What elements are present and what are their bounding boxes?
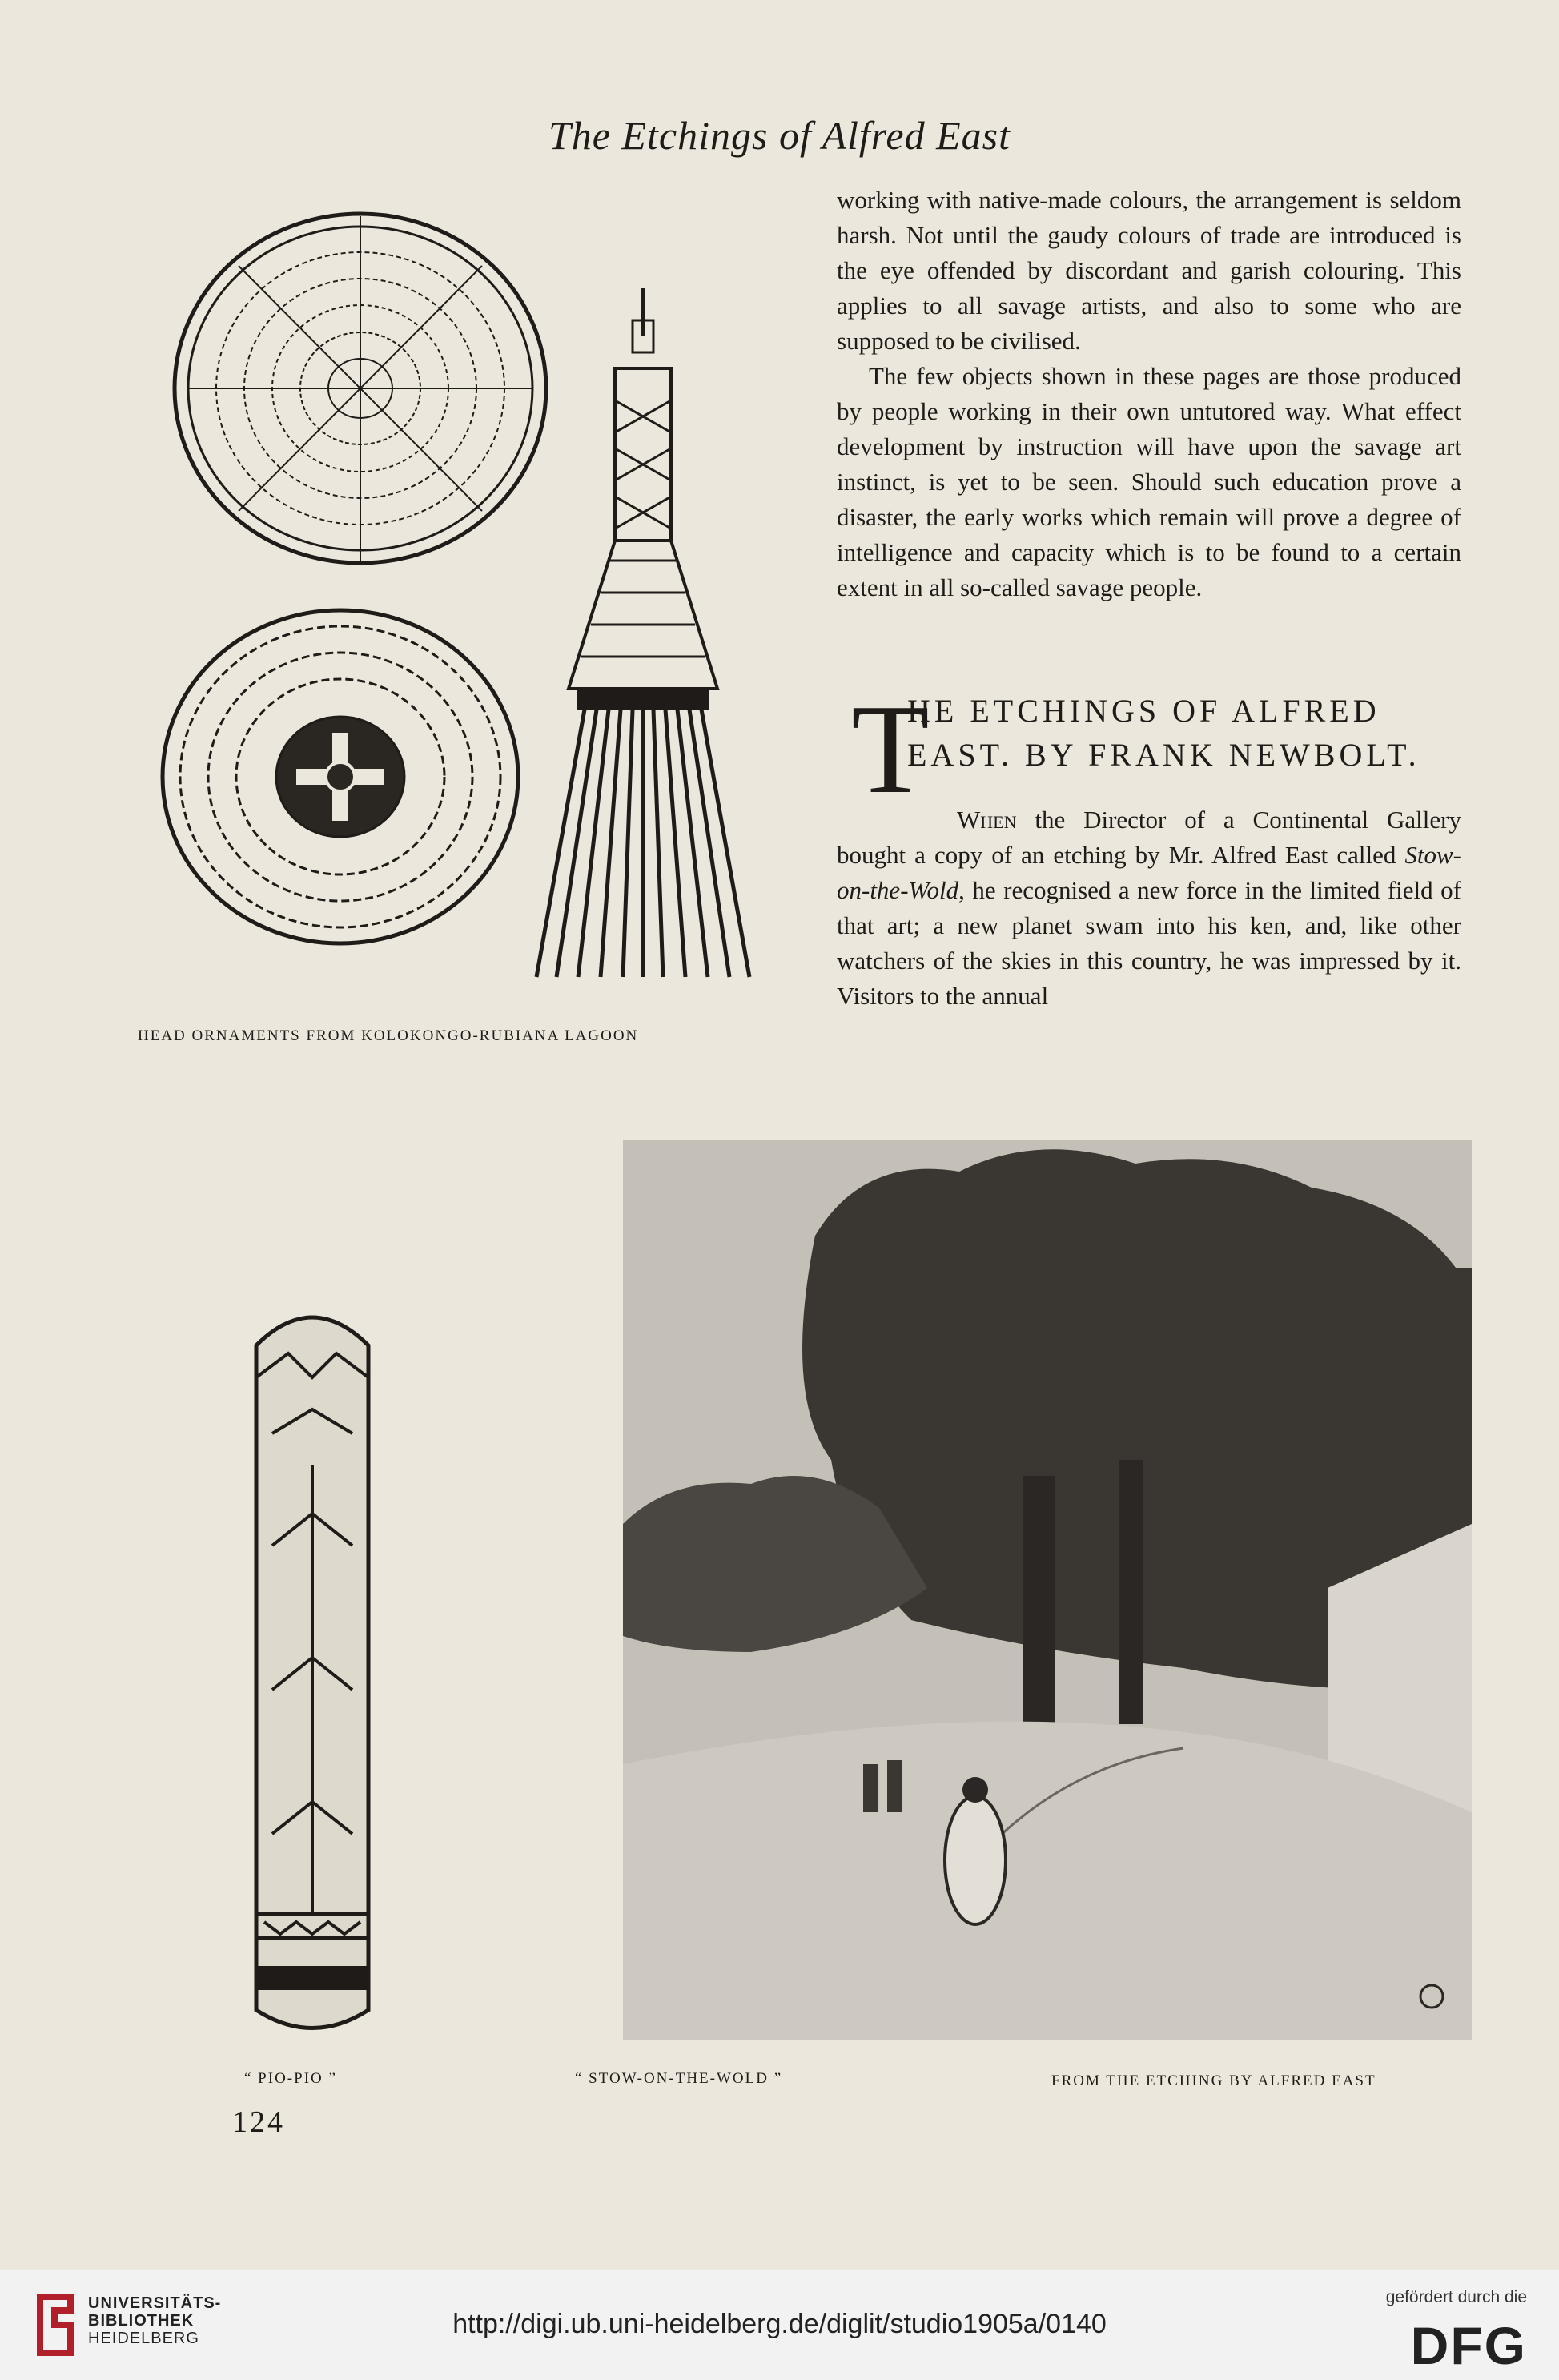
woven-disc-ornament-bottom <box>156 605 524 957</box>
source-url-link[interactable]: http://digi.ub.uni-heidelberg.de/diglit/studio1905a/0140 <box>452 2309 1107 2339</box>
footer-bar <box>0 2270 1559 2380</box>
page-number: 124 <box>232 2105 285 2139</box>
library-line-1: UNIVERSITÄTS- <box>88 2294 222 2312</box>
caption-head-ornaments: HEAD ORNAMENTS FROM KOLOKONGO-RUBIANA LAGOON <box>138 1027 639 1044</box>
intro-paragraph-1: working with native-made colours, the arrangement is seldom harsh. Not until the gaudy colours of trade are introduced is the eye offended by discordant and garish colouring. This applies to all savage artists, and also to some who are supposed to be civilised. <box>837 186 1461 355</box>
etching-image <box>623 1140 1472 2040</box>
body-part-1: the Director of a Continental Gallery bought a copy of an etching by Mr. Alfred East called <box>837 806 1461 869</box>
fringed-head-ornament <box>520 288 761 985</box>
funded-by-label: gefördert durch die <box>1385 2288 1527 2306</box>
intro-paragraph-2: The few objects shown in these pages are those produced by people working in their own untutored way. What effect development by instruction will have upon the savage art instinct, is yet to be seen. Should such education prove a disaster, the early works which remain will prove a degree of intelligence and capacity which is to be found to a certain extent in all so-called savage people. <box>837 362 1461 601</box>
article-body <box>837 802 1461 1014</box>
lead-word: When <box>957 806 1017 834</box>
body-part-2: , he recognised a new force in the limited field of that art; a new planet swam into his ken, and, like other watchers of the skies in this country, he was impressed by it. Visitors to the annual <box>837 876 1461 1010</box>
woven-disc-ornament-top <box>168 200 561 585</box>
dfg-logo: DFG <box>1410 2316 1527 2375</box>
article-paragraph <box>837 802 1461 1014</box>
running-head: The Etchings of Alfred East <box>548 113 1011 158</box>
caption-credit: FROM THE ETCHING BY ALFRED EAST <box>1051 2072 1376 2089</box>
intro-text <box>837 183 1461 605</box>
caption-pio-pio: “ PIO-PIO ” <box>244 2070 337 2087</box>
etching-stow-on-the-wold <box>623 1140 1472 2040</box>
caption-stow: “ STOW-ON-THE-WOLD ” <box>575 2070 783 2087</box>
etching-title: Stow-on-the-Wold <box>837 841 1461 904</box>
pio-pio-carving <box>240 1289 384 2050</box>
drop-cap: T <box>851 677 930 820</box>
library-line-2: BIBLIOTHEK <box>88 2312 195 2330</box>
library-line-3: HEIDELBERG <box>88 2330 199 2347</box>
heading-line-1: HE ETCHINGS OF ALFRED <box>907 693 1380 729</box>
heading-line-2: EAST. BY FRANK NEWBOLT. <box>907 737 1420 773</box>
